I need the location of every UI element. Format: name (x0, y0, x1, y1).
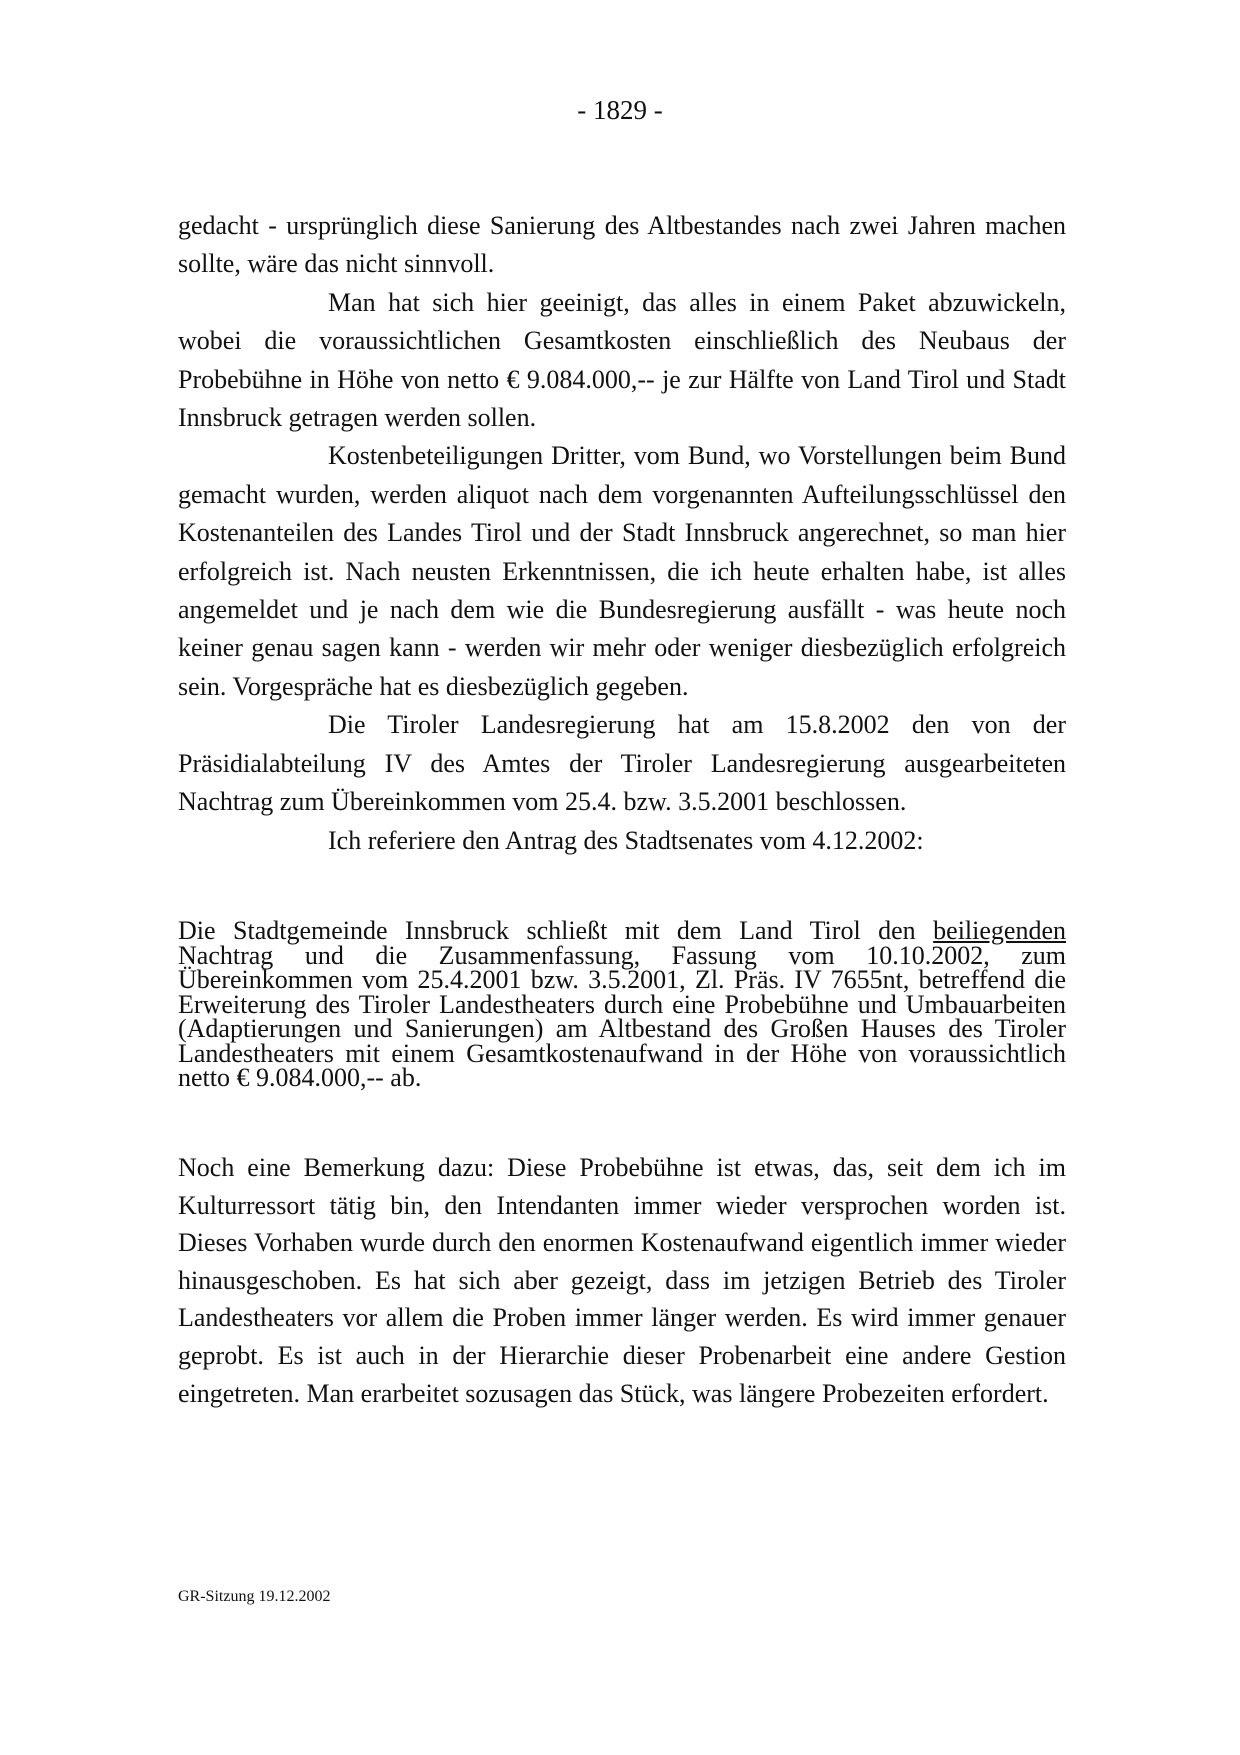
motion-text-before: Die Stadtgemeinde Innsbruck schließt mit dem Land Tirol den (178, 916, 934, 945)
paragraph-third-party-costs: Kostenbeteiligungen Dritter, vom Bund, wo Vorstellungen beim Bund gemacht wurden, werden aliquot nach dem vorgenannten Aufteilungsschlüssel den Kostenanteilen des Landes Tirol und der Stadt Innsbruck angerechnet, so man hier erfolgreich ist. Nach neusten Erkenntnissen, die ich heute erhalten habe, ist alles angemeldet und je nach dem wie die Bundesregierung ausfällt - was heute noch keiner genau sagen kann - werden wir mehr oder weniger diesbezüglich erfolgreich sein. Vorgespräche hat es diesbezüglich gegeben. (178, 441, 1066, 701)
closing-paragraph: Noch eine Bemerkung dazu: Diese Probebühne ist etwas, das, seit dem ich im Kulturressort tätig bin, den Intendanten immer wieder versprochen worden ist. Dieses Vorhaben wurde durch den enormen Kostenaufwand eigentlich immer wieder hinausgeschoben. Es hat sich aber gezeigt, dass im jetzigen Betrieb des Tiroler Landestheaters vor allem die Proben immer länger werden. Es wird immer genauer geprobt. Es ist auch in der Hierarchie dieser Probenarbeit eine andere Gestion eingetreten. Man erarbeitet sozusagen das Stück, was längere Probezeiten erfordert. (178, 1153, 1066, 1408)
paragraph-government-decision: Die Tiroler Landesregierung hat am 15.8.2002 den von der Präsidialabteilung IV des Amtes der Tiroler Landesregierung ausgearbeiteten Nachtrag zum Übereinkommen vom 25.4. bzw. 3.5.2001 beschlossen. (178, 710, 1066, 817)
page-number: - 1829 - (577, 95, 663, 125)
paragraph-continuation: gedacht - ursprünglich diese Sanierung des Altbestandes nach zwei Jahren machen sollte, wäre das nicht sinnvoll. (178, 211, 1066, 279)
paragraph-cost-sharing: Man hat sich hier geeinigt, das alles in einem Paket abzuwickeln, wobei die voraussichtlichen Gesamtkosten einschließlich des Neubaus der Probebühne in Höhe von netto € 9.084.000,-- je zur Hälfte von Land Tirol und Stadt Innsbruck getragen werden sollen. (178, 287, 1066, 433)
motion-text-after: Nachtrag und die Zusammenfassung, Fassung vom 10.10.2002, zum Übereinkommen vom 25.4.2001 bzw. 3.5.2001, Zl. Präs. IV 7655nt, betreffend die Erweiterung des Tiroler Landestheaters durch eine Probebühne und Umbauarbeiten (Adaptierungen und Sanierungen) am Altbestand des Großen Hauses des Tiroler Landestheaters mit einem Gesamtkostenaufwand in der Höhe von voraussichtlich netto € 9.084.000,-- ab. (178, 940, 1066, 1092)
footer-session-date: GR-Sitzung 19.12.2002 (178, 1588, 331, 1605)
paragraph-motion-intro: Ich referiere den Antrag des Stadtsenates vom 4.12.2002: (328, 825, 924, 855)
motion-text (178, 916, 1066, 1092)
motion-underlined-word: beiliegenden (933, 916, 1066, 945)
body-text (178, 207, 1066, 860)
